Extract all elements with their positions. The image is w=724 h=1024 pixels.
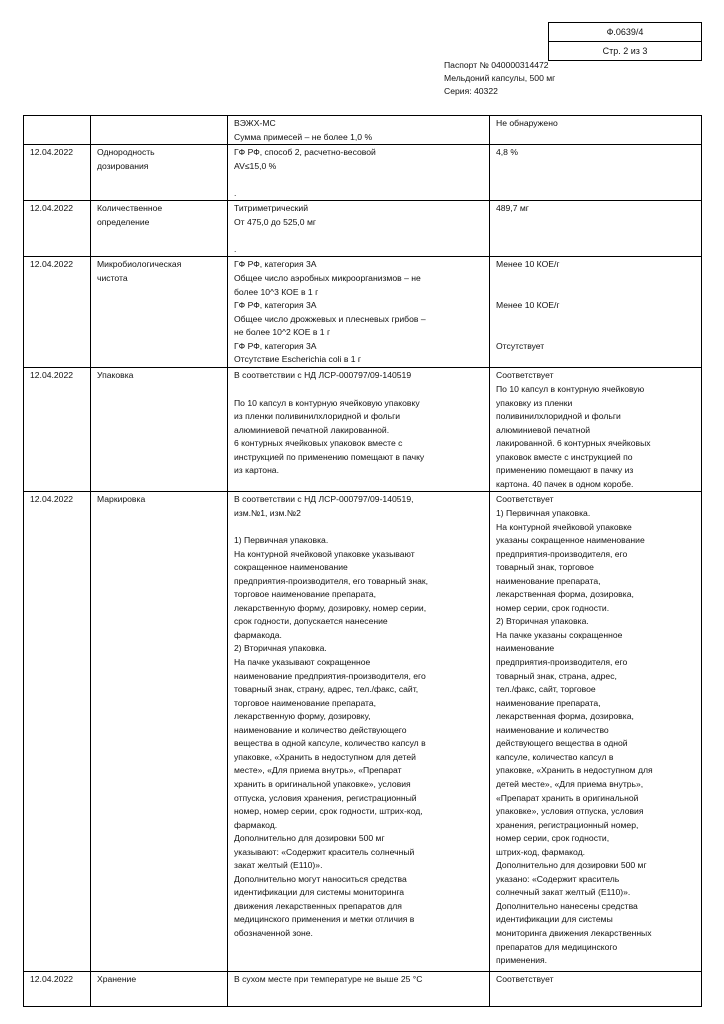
test-result: Менее 10 КОЕ/г Менее 10 КОЕ/г Отсутствует (490, 257, 702, 368)
passport-number: Паспорт № 040000314472 (444, 60, 549, 70)
test-date: 12.04.2022 (24, 368, 91, 492)
test-result: Соответствует 1) Первичная упаковка. На контурной ячейковой упаковке указаны сокращенное наименование предприятия-производителя, его товарный знак, торговое наименование препарата, лекарственная форма, дозировка, номер серии, срок годности. 2) Вторичная упаковка. На пачке указаны сокращенное наименование предприятия-производителя, его товарный знак, страна, адрес, тел./факс, сайт, торговое наименование препарата, лекарственная форма, дозировка, наименование и количество действующего вещества в одной капсуле, количество капсул в упаковке, «Хранить в недоступном для детей месте», «Для приема внутрь», «Препарат хранить в оригинальной упаковке», условия отпуска, условия хранения, регистрационный номер, номер серии, срок годности, штрих-код, фармакод. Дополнительно для дозировки 500 мг указано: «Содержит краситель солнечный закат желтый (Е110)». Дополнительно нанесены средства идентификации для системы мониторинга движения лекарственных препаратов для медицинского применения. (490, 492, 702, 972)
test-result: Не обнаружено (490, 116, 702, 145)
series-number: Серия: 40322 (444, 86, 498, 96)
test-method: Титриметрический От 475,0 до 525,0 мг . (228, 201, 490, 257)
test-date: 12.04.2022 (24, 972, 91, 1007)
test-name: Хранение (91, 972, 228, 1007)
test-name: Упаковка (91, 368, 228, 492)
test-date: 12.04.2022 (24, 145, 91, 201)
test-method: В соответствии с НД ЛСР-000797/09-140519, изм.№1, изм.№2 1) Первичная упаковка. На контурной ячейковой упаковке указывают сокращенное наименование предприятия-производителя, его товарный знак, торговое наименование препарата, лекарственную форму, дозировку, номер серии, срок годности, допускается нанесение фармакода. 2) Вторичная упаковка. На пачке указывают сокращенное наименование предприятия-производителя, его товарный знак, страну, адрес, тел./факс, сайт, торговое наименование препарата, лекарственную форму, дозировку, наименование и количество действующего вещества в одной капсуле, количество капсул в упаковке, «Хранить в недоступном для детей месте», «Для приема внутрь», «Препарат хранить в оригинальной упаковке», условия отпуска, условия хранения, регистрационный номер, номер серии, срок годности, штрих-код, фармакод. Дополнительно для дозировки 500 мг указывают: «Содержит краситель солнечный закат желтый (Е110)». Дополнительно могут наноситься средства идентификации для системы мониторинга движения лекарственных препаратов для медицинского применения и метки отличия в обозначенной зоне. (228, 492, 490, 972)
page-number: Стр. 2 из 3 (602, 46, 648, 56)
test-method: ГФ РФ, способ 2, расчетно-весовой AV≤15,0 % . (228, 145, 490, 201)
table-row (24, 972, 702, 1007)
test-date (24, 116, 91, 145)
test-result: 4,8 % (490, 145, 702, 201)
test-name: Маркировка (91, 492, 228, 972)
table-row (24, 201, 702, 257)
test-date: 12.04.2022 (24, 257, 91, 368)
test-method: В соответствии с НД ЛСР-000797/09-140519 По 10 капсул в контурную ячейковую упаковку из пленки поливинилхлоридной и фольги алюминиевой печатной лакированной. 6 контурных ячейковых упаковок вместе с инструкцией по применению помещают в пачку из картона. (228, 368, 490, 492)
test-name: Однородность дозирования (91, 145, 228, 201)
test-name: Микробиологическая чистота (91, 257, 228, 368)
table-row (24, 368, 702, 492)
test-date: 12.04.2022 (24, 492, 91, 972)
product-name: Мельдоний капсулы, 500 мг (444, 73, 556, 83)
table-row (24, 116, 702, 145)
form-code-box (548, 22, 702, 61)
test-date: 12.04.2022 (24, 201, 91, 257)
test-method: В сухом месте при температуре не выше 25 °С (228, 972, 490, 1007)
table-row (24, 492, 702, 972)
table-row (24, 145, 702, 201)
test-result: Соответствует По 10 капсул в контурную ячейковую упаковку из пленки поливинилхлоридной и фольги алюминиевой печатной лакированной. 6 контурных ячейковых упаковок вместе с инструкцией по применению помещают в пачку из картона. 40 пачек в одном коробе. (490, 368, 702, 492)
test-method: ВЭЖХ-МС Сумма примесей – не более 1,0 % (228, 116, 490, 145)
table-row (24, 257, 702, 368)
test-method: ГФ РФ, категория 3А Общее число аэробных микроорганизмов – не более 10^3 КОЕ в 1 г ГФ РФ, категория 3А Общее число дрожжевых и плесневых грибов – не более 10^2 КОЕ в 1 г ГФ РФ, категория 3А Отсутствие Escherichia coli в 1 г (228, 257, 490, 368)
form-code: Ф.0639/4 (549, 23, 701, 42)
test-result: Соответствует (490, 972, 702, 1007)
passport-header (444, 59, 555, 98)
test-name: Количественное определение (91, 201, 228, 257)
test-name (91, 116, 228, 145)
test-results-table (23, 115, 702, 1007)
test-result: 489,7 мг (490, 201, 702, 257)
